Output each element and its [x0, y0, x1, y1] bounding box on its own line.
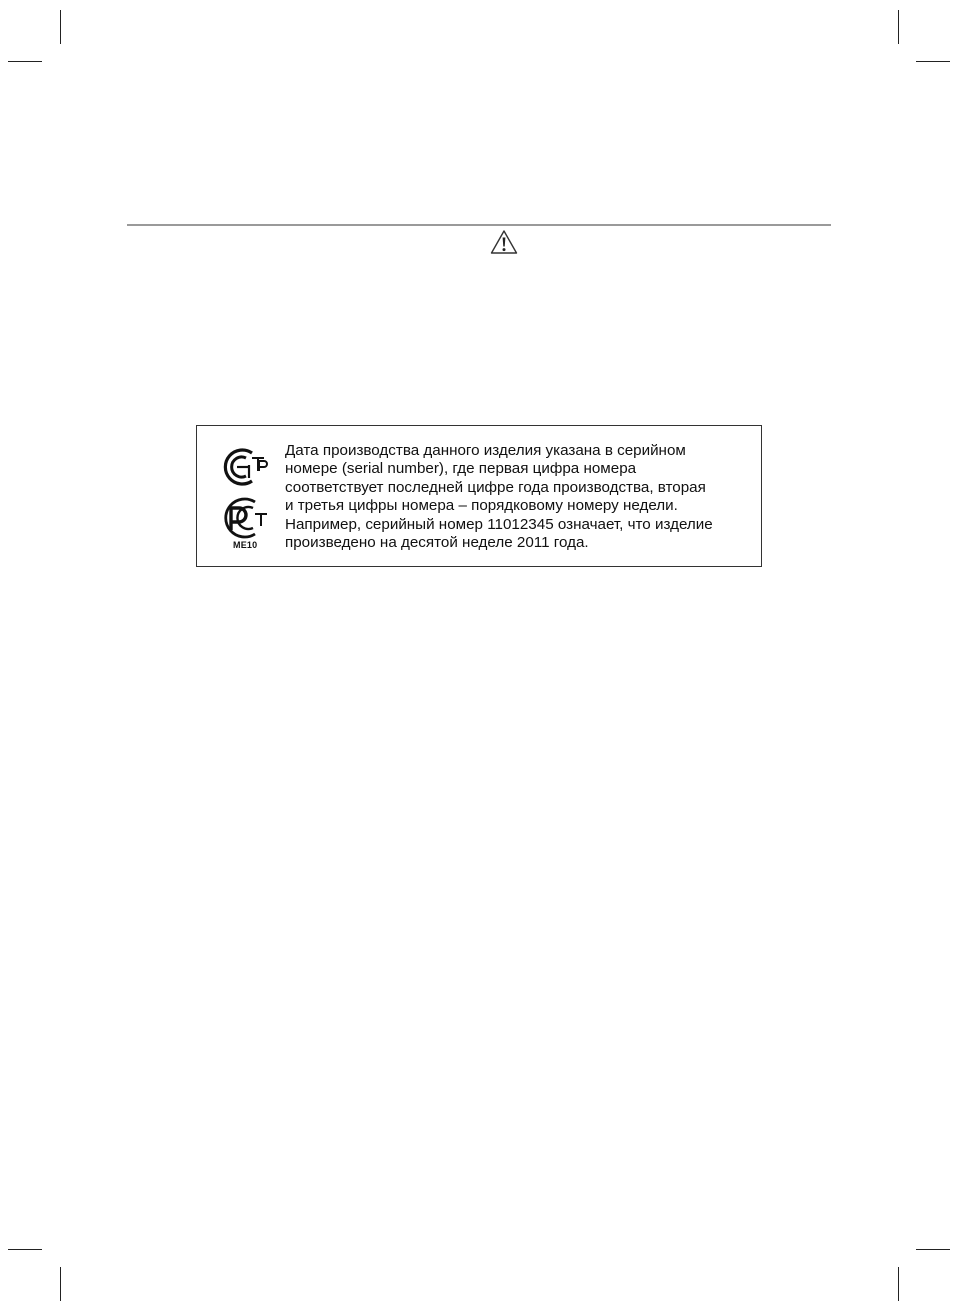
crop-mark-top-right-vertical	[898, 10, 899, 44]
crop-mark-bottom-right-horizontal	[916, 1249, 950, 1250]
notice-line: произведено на десятой неделе 2011 года.	[285, 534, 589, 552]
notice-line: соответствует последней цифре года производства, вторая	[285, 478, 706, 496]
crop-mark-bottom-left-horizontal	[8, 1249, 42, 1250]
notice-line: Дата производства данного изделия указана в серийном	[285, 442, 686, 459]
crop-mark-top-left-horizontal	[8, 61, 42, 62]
section-rule	[127, 224, 831, 226]
certification-marks	[215, 440, 275, 560]
certification-code: ME10	[233, 540, 258, 550]
crop-mark-top-left-vertical	[60, 10, 61, 44]
notice-line: Например, серийный номер 11012345 означает, что изделие	[285, 515, 713, 533]
notice-line: номере (serial number), где первая цифра номера	[285, 460, 637, 478]
crop-mark-bottom-left-vertical	[60, 1267, 61, 1301]
gost-r-certification-mark-icon	[219, 496, 271, 540]
crop-mark-bottom-right-vertical	[898, 1267, 899, 1301]
warning-triangle-icon	[490, 229, 518, 255]
production-date-notice	[196, 425, 762, 567]
notice-text	[285, 442, 755, 552]
eac-certification-mark-icon	[219, 444, 271, 490]
crop-mark-top-right-horizontal	[916, 61, 950, 62]
notice-line: и третья цифры номера – порядковому номеру недели.	[285, 497, 678, 515]
